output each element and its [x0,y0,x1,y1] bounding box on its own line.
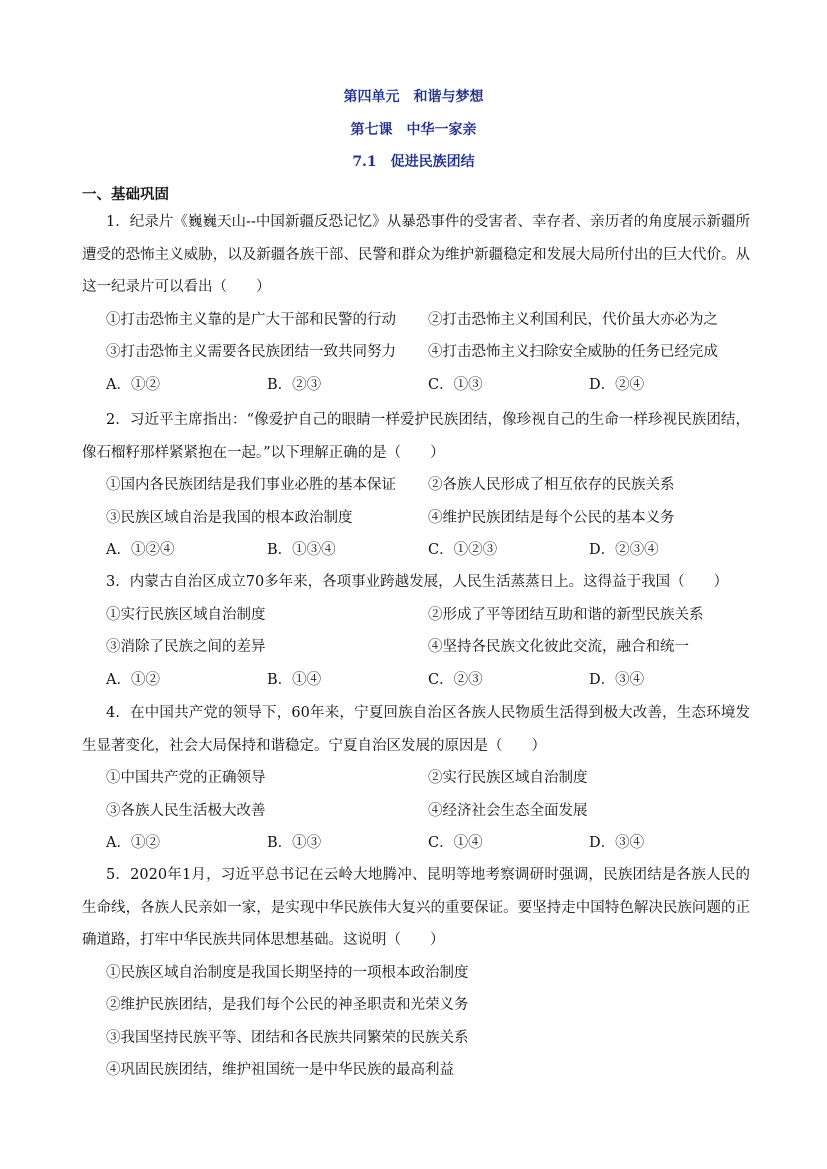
question-4 [82,697,750,860]
option: ③民族区域自治是我国的根本政治制度 [106,509,353,526]
option: ②各族人民形成了相互依存的民族关系 [428,477,675,493]
option: ②打击恐怖主义利国利民，代价虽大亦必为之 [428,311,718,328]
question-5 [82,859,750,1087]
question-stem: 2．习近平主席指出：“像爱护自己的眼睛一样爱护民族团结，像珍视自己的生命一样珍视民族团结，像石榴籽那样紧紧抱在一起。”以下理解正确的是（ ） [82,412,750,461]
option: ①实行民族区域自治制度 [106,606,266,623]
option: ③各族人民生活极大改善 [106,802,266,819]
option: ④经济社会生态全面发展 [428,802,588,819]
option: ②形成了平等团结互助和谐的新型民族关系 [428,606,704,623]
question-stem: 1．纪录片《巍巍天山--中国新疆反恐记忆》从暴恐事件的受害者、幸存者、亲历者的角度展示新疆所遭受的恐怖主义威胁，以及新疆各族干部、民警和群众为维护新疆稳定和发展大局所付出的巨大代价。从这一纪录片可以看出（ ） [82,214,750,295]
choice-a: A．①② [106,835,160,851]
choice-b: B．①③ [267,835,322,851]
section-title: 7.1 促进民族团结 [352,154,475,170]
option: ④打击恐怖主义扫除安全威胁的任务已经完成 [428,344,718,360]
option: ④维护民族团结是每个公民的基本义务 [428,509,675,526]
choice-c: C．②③ [428,671,483,688]
choice-b: B．①④ [267,671,322,688]
choice-b: B．①③④ [267,542,336,558]
option: ②维护民族团结，是我们每个公民的神圣职责和光荣义务 [106,997,469,1013]
choice-d: D．②③④ [589,542,659,558]
choice-a: A．①② [106,376,160,393]
choice-c: C．①③ [428,376,483,393]
question-stem: 4．在中国共产党的领导下，60年来，宁夏回族自治区各族人民物质生活得到极大改善，生态环境发生显著变化，社会大局保持和谐稳定。宁夏自治区发展的原因是（ ） [82,705,750,754]
option: ④巩固民族团结，维护祖国统一是中华民族的最高利益 [106,1062,454,1078]
option: ①民族区域自治制度是我国长期坚持的一项根本政治制度 [106,964,469,981]
option: ④坚持各民族文化彼此交流，融合和统一 [428,639,689,655]
question-stem: 3．内蒙古自治区成立70多年来，各项事业跨越发展，人民生活蒸蒸日上。这得益于我国（ ） [106,574,729,590]
choice-d: D．③④ [589,835,645,851]
question-2 [82,404,750,567]
choice-c: C．①②③ [428,542,498,558]
choice-c: C．①④ [428,835,483,851]
question-1 [82,206,750,401]
choice-a: A．①②④ [106,542,175,558]
question-stem: 5．2020年1月，习近平总书记在云岭大地腾冲、昆明等地考察调研时强调，民族团结是各族人民的生命线，各族人民亲如一家，是实现中华民族伟大复兴的重要保证。要坚持走中国特色解决民族问题的正确道路，打牢中华民族共同体思想基础。这说明（ ） [82,867,750,948]
unit-title: 第四单元 和谐与梦想 [343,89,484,105]
option: ①国内各民族团结是我们事业必胜的基本保证 [106,477,396,493]
option: ③我国坚持民族平等、团结和各民族共同繁荣的民族关系 [106,1029,469,1046]
choice-b: B．②③ [267,376,322,393]
question-3 [82,566,750,696]
choice-d: D．③④ [589,671,645,688]
option: ②实行民族区域自治制度 [428,770,588,786]
option: ①中国共产党的正确领导 [106,770,266,786]
part-title: 一、基础巩固 [82,186,169,203]
choice-a: A．①② [106,671,160,688]
choice-d: D．②④ [589,376,645,393]
lesson-title: 第七课 中华一家亲 [350,122,477,138]
option: ③打击恐怖主义需要各民族团结一致共同努力 [106,344,396,360]
option: ③消除了民族之间的差异 [106,639,266,655]
option: ①打击恐怖主义靠的是广大干部和民警的行动 [106,311,396,328]
